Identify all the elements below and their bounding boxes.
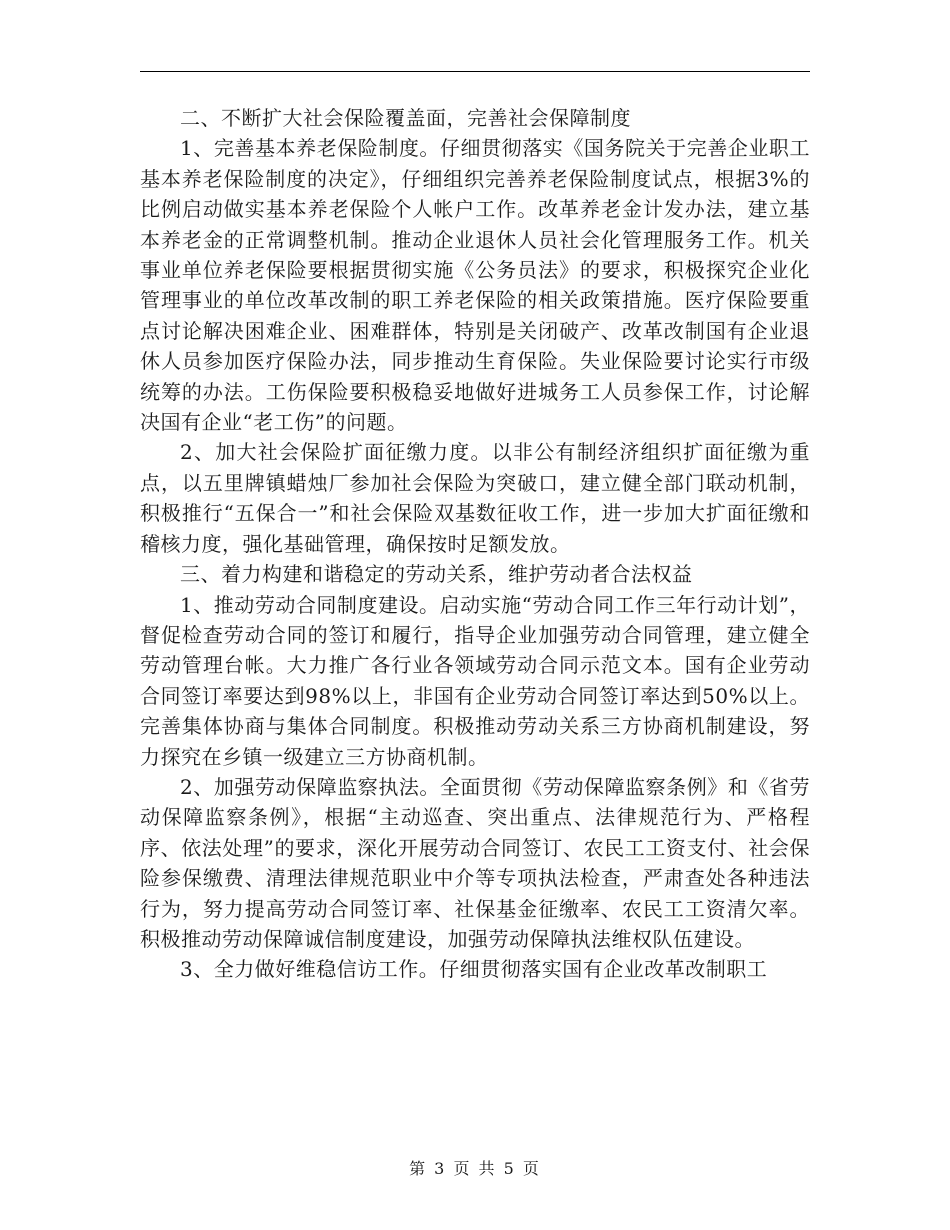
paragraph-labor-supervision: 2、加强劳动保障监察执法。全面贯彻《劳动保障监察条例》和《省劳动保障监察条例》，根据“主动巡查、突出重点、法律规范行为、严格程序、依法处理”的要求，深化开展劳动合同签订、农民工工资支付、社会保险参保缴费、清理法律规范职业中介等专项执法检查，严肃查处各种违法行为，努力提高劳动合同签订率、社保基金征缴率、农民工工资清欠率。积极推动劳动保障诚信制度建设，加强劳动保障执法维权队伍建设。: [140, 774, 810, 951]
paragraph-insurance-collection: 2、加大社会保险扩面征缴力度。以非公有制经济组织扩面征缴为重点，以五里牌镇蜡烛厂参加社会保险为突破口，建立健全部门联动机制，积极推行“五保合一”和社会保险双基数征收工作，进一步加大扩面征缴和稽核力度，强化基础管理，确保按时足额发放。: [140, 440, 810, 556]
page-number: 第 3 页 共 5 页: [409, 1159, 541, 1178]
section-heading-2: 二、不断扩大社会保险覆盖面，完善社会保障制度: [180, 106, 631, 130]
document-body: [140, 103, 810, 985]
paragraph-labor-contract: 1、推动劳动合同制度建设。启动实施“劳动合同工作三年行动计划”，督促检查劳动合同的签订和履行，指导企业加强劳动合同管理，建立健全劳动管理台帐。大力推广各行业各领域劳动合同示范文本。国有企业劳动合同签订率要达到98%以上，非国有企业劳动合同签订率达到50%以上。完善集体协商与集体合同制度。积极推动劳动关系三方协商机制建设，努力探究在乡镇一级建立三方协商机制。: [140, 592, 810, 769]
paragraph-pension-system: 1、完善基本养老保险制度。仔细贯彻落实《国务院关于完善企业职工基本养老保险制度的决定》，仔细组织完善养老保险制度试点，根据3%的比例启动做实基本养老保险个人帐户工作。改革养老金计发办法，建立基本养老金的正常调整机制。推动企业退休人员社会化管理服务工作。机关事业单位养老保险要根据贯彻实施《公务员法》的要求，积极探究企业化管理事业的单位改革改制的职工养老保险的相关政策措施。医疗保险要重点讨论解决困难企业、困难群体，特别是关闭破产、改革改制国有企业退休人员参加医疗保险办法，同步推动生育保险。失业保险要讨论实行市级统筹的办法。工伤保险要积极稳妥地做好进城务工人员参保工作，讨论解决国有企业“老工伤”的问题。: [140, 136, 810, 435]
header-rule: [140, 71, 810, 72]
page-footer: [0, 1156, 950, 1179]
section-heading-3: 三、着力构建和谐稳定的劳动关系，维护劳动者合法权益: [180, 562, 693, 587]
paragraph-petition-work: 3、全力做好维稳信访工作。仔细贯彻落实国有企业改革改制职工: [180, 957, 768, 982]
